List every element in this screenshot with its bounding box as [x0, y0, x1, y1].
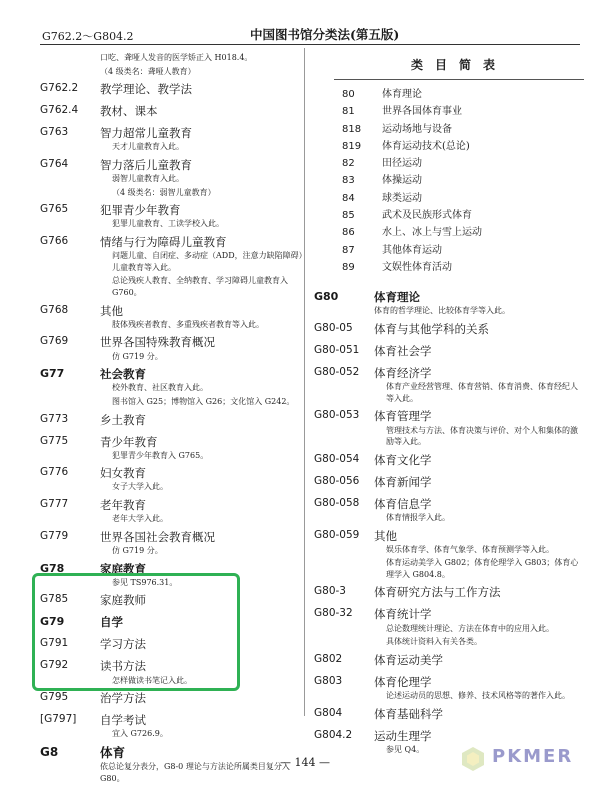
summary-code: 83	[342, 175, 355, 187]
class-entry	[40, 435, 308, 462]
summary-row	[334, 190, 584, 207]
class-term: 体育伦理学	[374, 674, 432, 689]
class-note: 体育运动美学入 G802；体育伦理学入 G803；体育心理学入 G804.8。	[386, 558, 579, 579]
class-code: G792	[40, 659, 69, 672]
watermark-text: PKMER	[492, 746, 574, 767]
class-note: 老年大学入此。	[112, 514, 168, 524]
class-term: 体育文化学	[374, 452, 432, 467]
class-term: 家庭教师	[100, 593, 146, 608]
class-term: 青少年教育	[100, 434, 158, 449]
class-note: 仿 G719 分。	[112, 351, 163, 361]
summary-name: 体育理论	[382, 89, 422, 100]
class-entry	[314, 585, 584, 604]
class-code: [G797]	[40, 713, 77, 726]
class-code: G80	[314, 290, 339, 304]
class-entry	[314, 366, 584, 404]
summary-row	[334, 207, 584, 224]
class-entry	[314, 707, 584, 726]
watermark-logo	[456, 742, 596, 772]
class-note: 体育的哲学理论、比较体育学等入此。	[374, 306, 510, 316]
class-code: G804	[314, 706, 343, 719]
summary-row	[334, 224, 584, 241]
summary-name: 水上、冰上与雪上运动	[382, 227, 482, 239]
summary-code: 80	[342, 89, 355, 100]
class-note: 问题儿童、自闭症、多动症（ADD，注意力缺陷障碍）儿童教育等入此。	[112, 251, 307, 272]
summary-code: 86	[342, 227, 355, 239]
class-entry	[40, 304, 308, 331]
summary-name: 体操运动	[382, 175, 422, 187]
class-code: G795	[40, 691, 69, 704]
class-entry	[314, 475, 584, 494]
class-code: G80-053	[314, 409, 360, 422]
class-code: G765	[40, 203, 69, 216]
summary-row	[334, 259, 584, 276]
summary-table	[334, 56, 584, 276]
class-term: 学习方法	[100, 637, 146, 652]
class-note: 娱乐体育学、体育气象学、体育预测学等入此。	[386, 544, 554, 554]
summary-name: 其他体育运动	[382, 244, 442, 256]
class-entry	[314, 675, 584, 702]
class-term: 运动生理学	[374, 728, 432, 743]
class-term: 妇女教育	[100, 466, 146, 481]
class-term: 世界各国特殊教育概况	[100, 335, 215, 350]
summary-rule	[334, 79, 584, 80]
class-entry	[314, 653, 584, 672]
class-note: 体育情报学入此。	[386, 512, 450, 522]
class-code: G764	[40, 157, 69, 170]
class-code: G777	[40, 498, 69, 511]
class-range: G762.2～G804.2	[42, 30, 134, 43]
class-code: G779	[40, 529, 69, 542]
class-term: 体育经济学	[374, 366, 432, 381]
class-term: 治学方法	[100, 691, 146, 706]
book-title: 中国图书馆分类法(第五版)	[250, 27, 400, 42]
class-note: 犯罪青少年教育入 G765。	[112, 450, 209, 460]
class-note: 宜入 G726.9。	[112, 729, 168, 739]
class-entry	[40, 367, 308, 407]
summary-code: 85	[342, 210, 355, 222]
class-note: 参见 TS976.31。	[112, 577, 178, 587]
class-entry	[40, 335, 308, 362]
class-term: 体育新闻学	[374, 474, 432, 489]
class-code: G804.2	[314, 728, 353, 741]
summary-name: 运动场地与设备	[382, 123, 452, 135]
class-term: 智力超常儿童教育	[100, 126, 192, 141]
class-entry	[40, 203, 308, 230]
class-note: 天才儿童教育入此。	[112, 142, 184, 152]
class-code: G766	[40, 235, 69, 248]
class-code: G80-051	[314, 344, 360, 357]
class-code: G769	[40, 335, 69, 348]
class-note: （4 级类名：聋哑人教育）	[100, 66, 196, 76]
summary-title: 类目简表	[410, 58, 507, 72]
class-term: 世界各国社会教育概况	[100, 529, 215, 544]
class-term: 体育理论	[374, 290, 420, 305]
class-code: G77	[40, 367, 65, 381]
class-code: G80-056	[314, 474, 360, 487]
class-term: 体育管理学	[374, 409, 432, 424]
class-code: G762.2	[40, 82, 79, 95]
class-code: G803	[314, 674, 343, 687]
class-note: 怎样做读书笔记入此。	[112, 675, 192, 685]
class-entry	[40, 235, 308, 299]
class-entry	[314, 409, 584, 447]
page-number: — 144 —	[280, 756, 330, 769]
summary-name: 体育运动技术(总论)	[382, 140, 470, 152]
summary-name: 武术及民族形式体育	[382, 210, 472, 222]
class-note: 依总论复分表分，G8-0 理论与方法论所属类目复分入 G80。	[100, 762, 290, 783]
class-term: 犯罪青少年教育	[100, 203, 181, 218]
class-code: G791	[40, 637, 69, 650]
class-term: 社会教育	[100, 367, 146, 382]
class-note: 总论残疾人教育、全纳教育、学习障碍儿童教育入 G760。	[112, 276, 288, 298]
page-header	[0, 0, 610, 46]
summary-row	[334, 138, 584, 155]
class-term: 体育运动美学	[374, 652, 443, 667]
class-note: 总论数理统计理论、方法在体育中的应用入此。	[386, 623, 554, 633]
class-term: 读书方法	[100, 659, 146, 674]
summary-code: 89	[342, 261, 355, 273]
summary-code: 819	[342, 140, 362, 152]
summary-row	[334, 121, 584, 138]
summary-row	[334, 172, 584, 189]
class-note: 犯罪儿童教育、工读学校入此。	[112, 219, 224, 229]
class-term: 老年教育	[100, 498, 146, 513]
class-entry	[40, 52, 308, 77]
class-entry	[40, 466, 308, 493]
summary-code: 87	[342, 244, 355, 256]
class-term: 体育研究方法与工作方法	[374, 585, 501, 600]
class-note: 校外教育、社区教育入此。	[112, 383, 208, 393]
class-entry	[314, 344, 584, 363]
class-term: 乡土教育	[100, 412, 146, 427]
class-note: 论述运动员的思想、修养、技术风格等的著作入此。	[386, 691, 570, 700]
class-entry	[40, 82, 308, 101]
class-term: 体育社会学	[374, 344, 432, 359]
class-entry	[40, 691, 308, 710]
class-entry	[314, 322, 584, 341]
class-code: G763	[40, 126, 69, 139]
class-term: 体育	[100, 744, 126, 760]
class-entry	[40, 413, 308, 432]
class-note: （4 级类名：弱智儿童教育）	[112, 187, 216, 197]
class-code: G80-058	[314, 496, 360, 509]
class-term: 其他	[100, 303, 123, 318]
class-entry	[314, 290, 584, 317]
class-entry	[40, 158, 308, 198]
class-code: G773	[40, 412, 69, 425]
class-term: 自学	[100, 615, 123, 630]
class-term: 体育与其他学科的关系	[374, 322, 489, 337]
header-rule	[40, 44, 580, 45]
class-note: 仿 G719 分。	[112, 545, 163, 555]
highlight-box	[32, 573, 240, 691]
class-note: 口吃、聋哑人发音的医学矫正入 H018.4。	[100, 53, 253, 62]
class-note: 体育产业经营管理、体育营销、体育消费、体育经纪人等入此。	[386, 382, 578, 403]
summary-name: 田径运动	[382, 158, 422, 170]
class-code: G775	[40, 434, 69, 447]
pkmer-logo-icon	[458, 744, 488, 774]
summary-row	[334, 155, 584, 172]
class-entry	[314, 497, 584, 524]
summary-name: 世界各国体育事业	[382, 106, 462, 118]
class-entry	[314, 453, 584, 472]
summary-code: 84	[342, 192, 355, 204]
class-code: G762.4	[40, 104, 79, 117]
class-code: G8	[40, 744, 59, 759]
right-column	[314, 52, 584, 760]
class-entry	[314, 607, 584, 647]
class-entry	[40, 104, 308, 123]
class-term: 体育统计学	[374, 607, 432, 622]
class-entry	[40, 498, 308, 525]
class-note: 女子大学入此。	[112, 482, 168, 492]
class-entry	[40, 530, 308, 557]
class-note: 管理技术与方法、体育决策与评价、对个人和集体的激励等入此。	[386, 425, 578, 447]
class-code: G80-059	[314, 528, 360, 541]
summary-code: 81	[342, 106, 355, 118]
class-term: 体育基础科学	[374, 706, 443, 721]
class-code: G80-054	[314, 452, 360, 465]
class-code: G768	[40, 303, 69, 316]
summary-name: 球类运动	[382, 192, 422, 204]
class-code: G79	[40, 615, 65, 629]
class-code: G80-32	[314, 607, 353, 620]
class-note: 参见 Q4。	[386, 744, 425, 754]
class-note: 肢体残疾者教育、多重残疾者教育等入此。	[112, 319, 264, 329]
summary-code: 82	[342, 158, 355, 170]
class-note: 弱智儿童教育入此。	[112, 174, 184, 184]
class-term: 教学理论、教学法	[100, 82, 192, 97]
class-entry	[40, 713, 308, 740]
class-note: 图书馆入 G25；博物馆入 G26；文化馆入 G242。	[112, 396, 295, 406]
class-term: 自学考试	[100, 713, 146, 728]
class-code: G80-052	[314, 366, 360, 379]
summary-row	[334, 103, 584, 120]
class-term: 智力落后儿童教育	[100, 157, 192, 172]
class-code: G802	[314, 652, 343, 665]
class-code: G80-05	[314, 322, 353, 335]
summary-code: 818	[342, 123, 362, 135]
class-term: 体育信息学	[374, 496, 432, 511]
summary-row	[334, 86, 584, 103]
class-term: 教材、课本	[100, 104, 158, 119]
class-code: G776	[40, 466, 69, 479]
class-term: 家庭教育	[100, 561, 146, 576]
summary-name: 文娱性体育活动	[382, 261, 452, 273]
class-note: 具体统计资料入有关各类。	[386, 637, 482, 647]
summary-row	[334, 242, 584, 259]
class-code: G785	[40, 593, 69, 606]
class-term: 情绪与行为障碍儿童教育	[100, 235, 227, 250]
class-code: G80-3	[314, 585, 346, 598]
class-entry	[40, 126, 308, 153]
class-code: G78	[40, 561, 65, 575]
class-term: 其他	[374, 528, 397, 543]
class-entry	[314, 529, 584, 581]
